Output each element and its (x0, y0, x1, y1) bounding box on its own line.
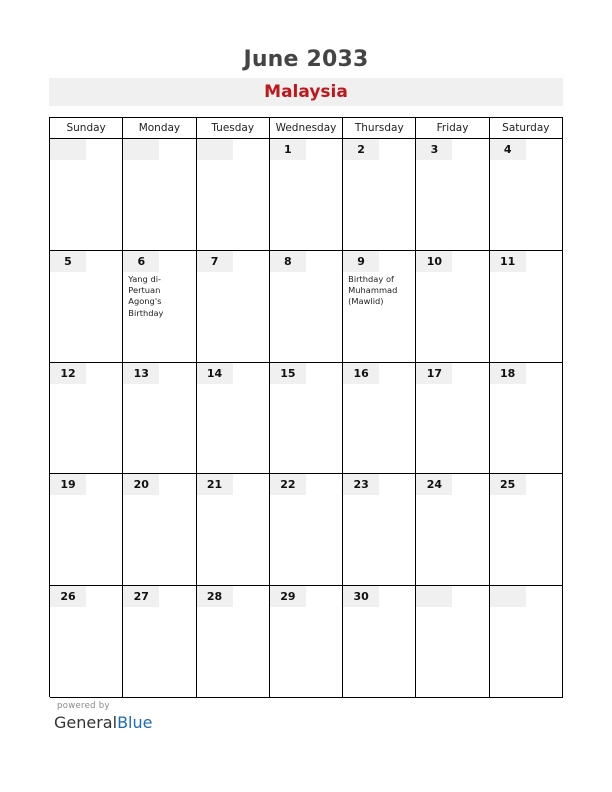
day-number: 7 (197, 251, 233, 272)
day-number: 10 (416, 251, 452, 272)
day-number: 1 (270, 139, 306, 160)
day-number: 12 (50, 363, 86, 384)
day-number: 15 (270, 363, 306, 384)
day-cell (197, 139, 270, 251)
day-cell (197, 251, 270, 363)
day-cell (50, 139, 123, 251)
weekday-friday: Friday (416, 118, 489, 139)
day-number: 14 (197, 363, 233, 384)
day-cell (343, 363, 416, 475)
day-number: 23 (343, 474, 379, 495)
day-cell (197, 474, 270, 586)
day-number (416, 586, 452, 607)
day-cell (50, 474, 123, 586)
day-number: 2 (343, 139, 379, 160)
weekday-sunday: Sunday (50, 118, 123, 139)
country-name: Malaysia (264, 82, 348, 102)
day-cell (416, 139, 489, 251)
week-row (50, 474, 563, 586)
week-row (50, 139, 563, 251)
weekday-monday: Monday (123, 118, 196, 139)
day-number (50, 139, 86, 160)
day-cell (343, 474, 416, 586)
day-number: 9 (343, 251, 379, 272)
powered-by-text: powered by (57, 701, 110, 711)
day-cell (490, 474, 563, 586)
day-number: 13 (123, 363, 159, 384)
day-cell (270, 251, 343, 363)
day-cell (123, 139, 196, 251)
brand-blue: Blue (117, 713, 153, 732)
day-number: 11 (490, 251, 526, 272)
day-number: 3 (416, 139, 452, 160)
day-cell (416, 474, 489, 586)
day-cell (270, 363, 343, 475)
day-number: 29 (270, 586, 306, 607)
day-number: 25 (490, 474, 526, 495)
day-cell (123, 474, 196, 586)
day-cell (123, 251, 196, 363)
day-cell (197, 586, 270, 698)
day-number: 19 (50, 474, 86, 495)
day-cell (343, 139, 416, 251)
day-cell (270, 139, 343, 251)
day-number: 17 (416, 363, 452, 384)
day-number: 22 (270, 474, 306, 495)
day-number (123, 139, 159, 160)
holiday-label: Birthday of Muhammad (Mawlid) (348, 273, 398, 307)
day-cell (197, 363, 270, 475)
weekday-saturday: Saturday (490, 118, 563, 139)
day-cell (490, 586, 563, 698)
day-number: 27 (123, 586, 159, 607)
day-number: 28 (197, 586, 233, 607)
day-cell (123, 363, 196, 475)
day-cell (490, 363, 563, 475)
weekday-header-row (50, 118, 563, 139)
day-number: 16 (343, 363, 379, 384)
day-cell (343, 251, 416, 363)
day-number: 4 (490, 139, 526, 160)
calendar-grid (49, 117, 563, 697)
day-cell (123, 586, 196, 698)
day-number: 30 (343, 586, 379, 607)
day-number: 20 (123, 474, 159, 495)
day-cell (270, 586, 343, 698)
day-number: 8 (270, 251, 306, 272)
brand-general: General (54, 713, 118, 732)
day-cell (50, 251, 123, 363)
day-number: 26 (50, 586, 86, 607)
day-number (197, 139, 233, 160)
weekday-thursday: Thursday (343, 118, 416, 139)
week-row (50, 251, 563, 363)
weekday-wednesday: Wednesday (270, 118, 343, 139)
generalblue-logo[interactable] (54, 713, 152, 732)
day-cell (490, 251, 563, 363)
day-number: 21 (197, 474, 233, 495)
day-cell (50, 363, 123, 475)
day-cell (416, 251, 489, 363)
day-cell (270, 474, 343, 586)
day-cell (416, 586, 489, 698)
day-number (490, 586, 526, 607)
week-row (50, 586, 563, 698)
day-cell (50, 586, 123, 698)
day-number: 24 (416, 474, 452, 495)
week-row (50, 363, 563, 475)
day-number: 6 (123, 251, 159, 272)
day-number: 18 (490, 363, 526, 384)
holiday-label: Yang di-Pertuan Agong's Birthday (128, 273, 164, 318)
page-title: June 2033 (243, 47, 369, 72)
day-cell (343, 586, 416, 698)
day-cell (416, 363, 489, 475)
day-number: 5 (50, 251, 86, 272)
weekday-tuesday: Tuesday (197, 118, 270, 139)
country-banner (49, 78, 563, 106)
day-cell (490, 139, 563, 251)
